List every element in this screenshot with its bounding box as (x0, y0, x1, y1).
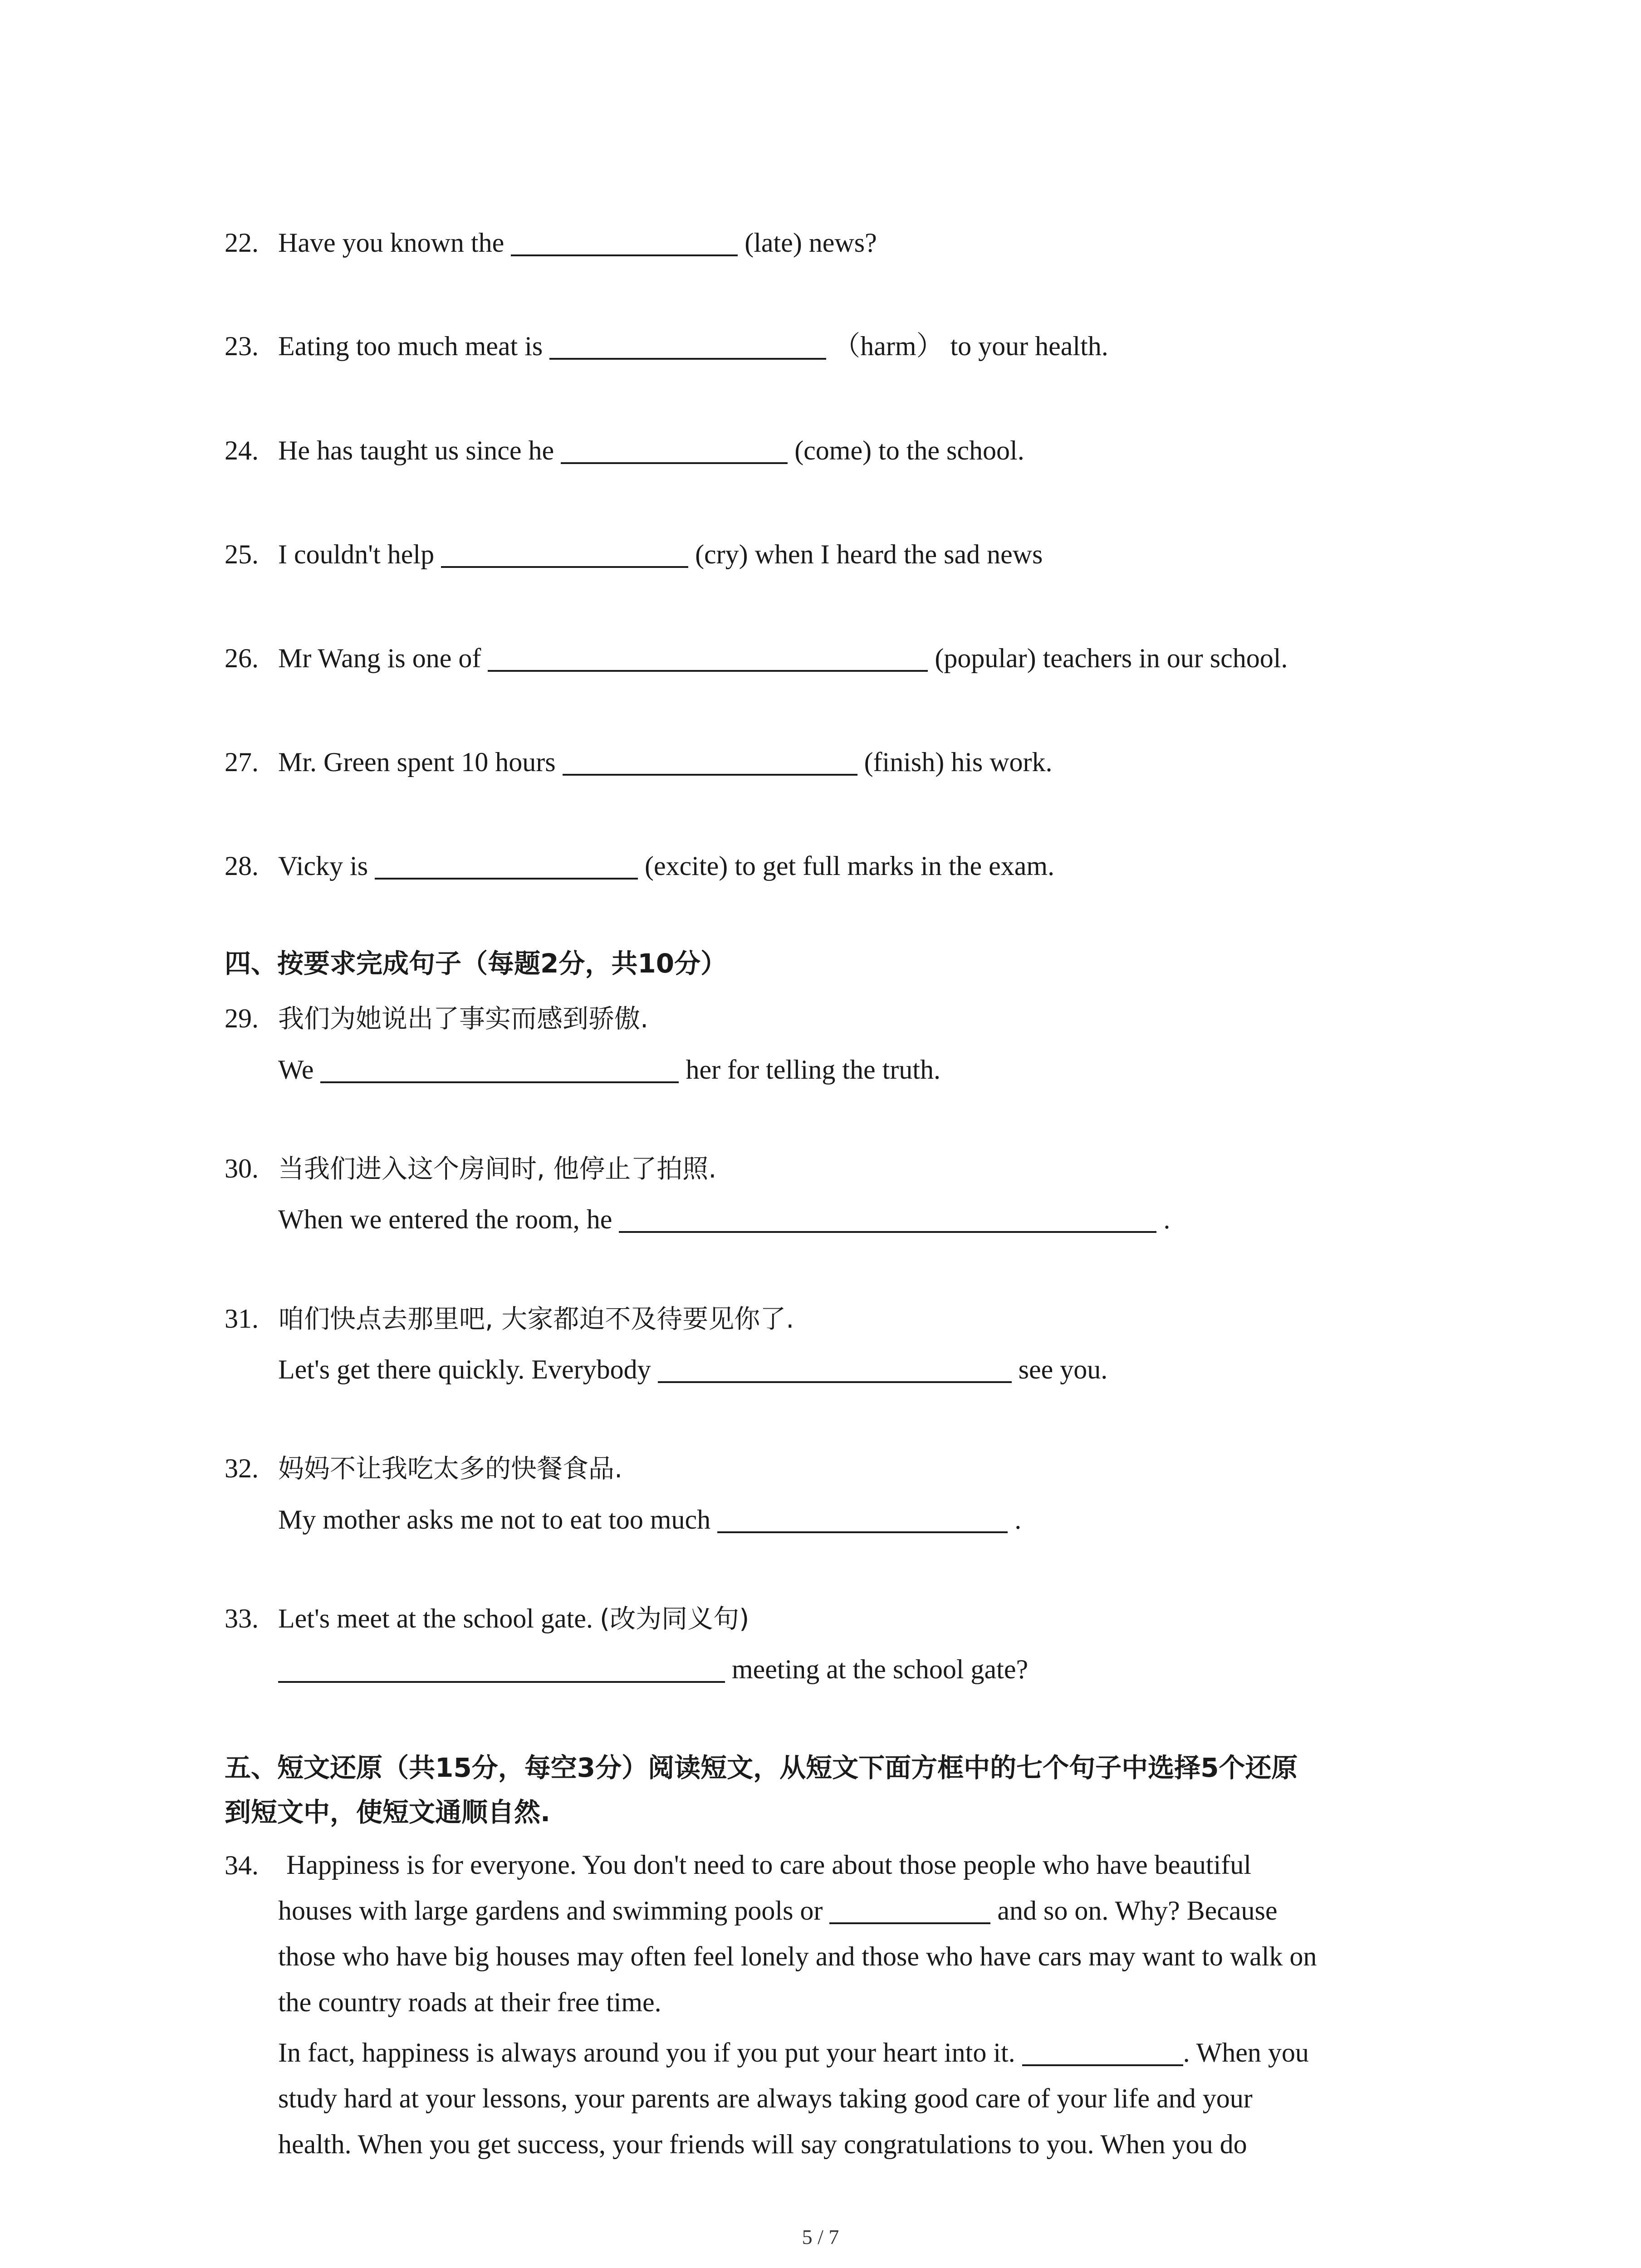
passage-line: study hard at your lessons, your parents are always taking good care of your life and your (278, 2083, 1253, 2113)
answer-blank[interactable] (488, 644, 928, 672)
passage-line (278, 2030, 1458, 2076)
question-text: He has taught us since he (278, 435, 554, 465)
passage-line: the country roads at their free time. (278, 1987, 661, 2017)
sentence-end: her for telling the truth. (686, 1055, 941, 1085)
question-hint: (come) to the school. (794, 435, 1024, 465)
passage-line: health. When you get success, your friends will say congratulations to you. When you do (278, 2129, 1247, 2159)
question-33-answer (278, 1651, 1028, 1687)
sentence-start: Let's get there quickly. Everybody (278, 1354, 651, 1384)
answer-blank[interactable] (619, 1205, 1156, 1233)
question-text: Vicky is (278, 851, 368, 881)
passage-line: those who have big houses may often feel lonely and those who have cars may want to walk on (278, 1941, 1317, 1971)
question-text: Eating too much meat is (278, 331, 543, 361)
question-32-answer (278, 1501, 1021, 1538)
answer-blank[interactable] (717, 1505, 1008, 1533)
passage-line (278, 1888, 1458, 1934)
sentence-start: My mother asks me not to eat too much (278, 1505, 711, 1535)
question-hint: (excite) to get full marks in the exam. (645, 851, 1055, 881)
question-number: 27. (225, 747, 259, 777)
answer-blank[interactable] (441, 540, 688, 568)
question-30-answer (278, 1201, 1170, 1237)
question-hint: (cry) when I heard the sad news (695, 539, 1043, 569)
section-5-heading-line-2: 到短文中，使短文通顺自然. (225, 1797, 551, 1828)
question-22 (225, 225, 877, 261)
question-29-prompt (225, 1000, 648, 1037)
question-number: 31. (225, 1304, 259, 1334)
section-5-heading-line-1: 五、短文还原（共15分，每空3分）阅读短文，从短文下面方框中的七个句子中选择5个还原 (225, 1752, 1298, 1783)
question-number: 32. (225, 1453, 259, 1483)
question-number: 26. (225, 643, 259, 673)
answer-blank[interactable] (511, 228, 738, 256)
chinese-prompt: 我们为她说出了事实而感到骄傲. (278, 1004, 649, 1034)
question-33-prompt (225, 1600, 749, 1637)
passage-text: In fact, happiness is always around you if you put your heart into it. (278, 2038, 1015, 2068)
answer-blank[interactable] (278, 1655, 725, 1683)
passage-text: houses with large gardens and swimming pools or (278, 1896, 823, 1926)
question-number: 23. (225, 331, 259, 361)
sentence-start: We (278, 1055, 314, 1085)
passage-text: . When you (1183, 2038, 1309, 2068)
sentence-end: . (1163, 1204, 1171, 1234)
question-hint: (finish) his work. (864, 747, 1053, 777)
question-29-answer (278, 1051, 941, 1088)
answer-blank[interactable] (561, 436, 788, 464)
sentence-start: When we entered the room, he (278, 1204, 612, 1234)
passage-line: Happiness is for everyone. You don't need to care about those people who have beautiful (286, 1850, 1251, 1880)
question-number: 33. (225, 1603, 259, 1633)
answer-blank[interactable] (375, 851, 638, 880)
sentence-end: see you. (1018, 1354, 1108, 1384)
question-25 (225, 536, 1043, 572)
question-number: 24. (225, 435, 259, 465)
question-number: 34. (225, 1850, 259, 1880)
question-text: Mr. Green spent 10 hours (278, 747, 556, 777)
question-27 (225, 744, 1053, 780)
answer-blank[interactable] (320, 1055, 679, 1083)
answer-blank[interactable] (549, 332, 826, 360)
passage-blank-1[interactable] (829, 1896, 990, 1924)
section-4-heading: 四、按要求完成句子（每题2分，共10分） (225, 948, 727, 979)
answer-blank[interactable] (563, 748, 857, 776)
question-28 (225, 848, 1054, 884)
passage-blank-2[interactable] (1022, 2038, 1183, 2066)
chinese-prompt: 咱们快点去那里吧, 大家都迫不及待要见你了. (278, 1304, 794, 1334)
question-hint: （harm） to your health. (833, 331, 1108, 361)
question-number: 30. (225, 1154, 259, 1183)
english-prompt: Let's meet at the school gate. (278, 1603, 593, 1633)
chinese-prompt: 妈妈不让我吃太多的快餐食品. (278, 1454, 623, 1484)
question-34-number (225, 1847, 278, 1883)
question-number: 25. (225, 539, 259, 569)
question-24 (225, 432, 1024, 469)
question-23 (225, 328, 1108, 364)
sentence-end: meeting at the school gate? (732, 1654, 1029, 1684)
sentence-end: . (1014, 1505, 1022, 1535)
page-number: 5 / 7 (802, 2225, 839, 2248)
question-text: Mr Wang is one of (278, 643, 481, 673)
passage-text: and so on. Why? Because (997, 1896, 1278, 1926)
question-26 (225, 640, 1288, 676)
question-text: I couldn't help (278, 539, 435, 569)
question-text: Have you known the (278, 228, 505, 258)
reading-passage (278, 1842, 1458, 2167)
instruction-note: (改为同义句) (599, 1604, 749, 1634)
question-number: 28. (225, 851, 259, 881)
question-number: 22. (225, 228, 259, 258)
question-31-prompt (225, 1300, 794, 1337)
question-hint: (popular) teachers in our school. (935, 643, 1288, 673)
question-number: 29. (225, 1003, 259, 1033)
question-30-prompt (225, 1150, 716, 1187)
question-32-prompt (225, 1450, 622, 1487)
chinese-prompt: 当我们进入这个房间时, 他停止了拍照. (278, 1154, 717, 1184)
answer-blank[interactable] (658, 1355, 1012, 1383)
question-hint: (late) news? (745, 228, 877, 258)
question-31-answer (278, 1351, 1107, 1388)
